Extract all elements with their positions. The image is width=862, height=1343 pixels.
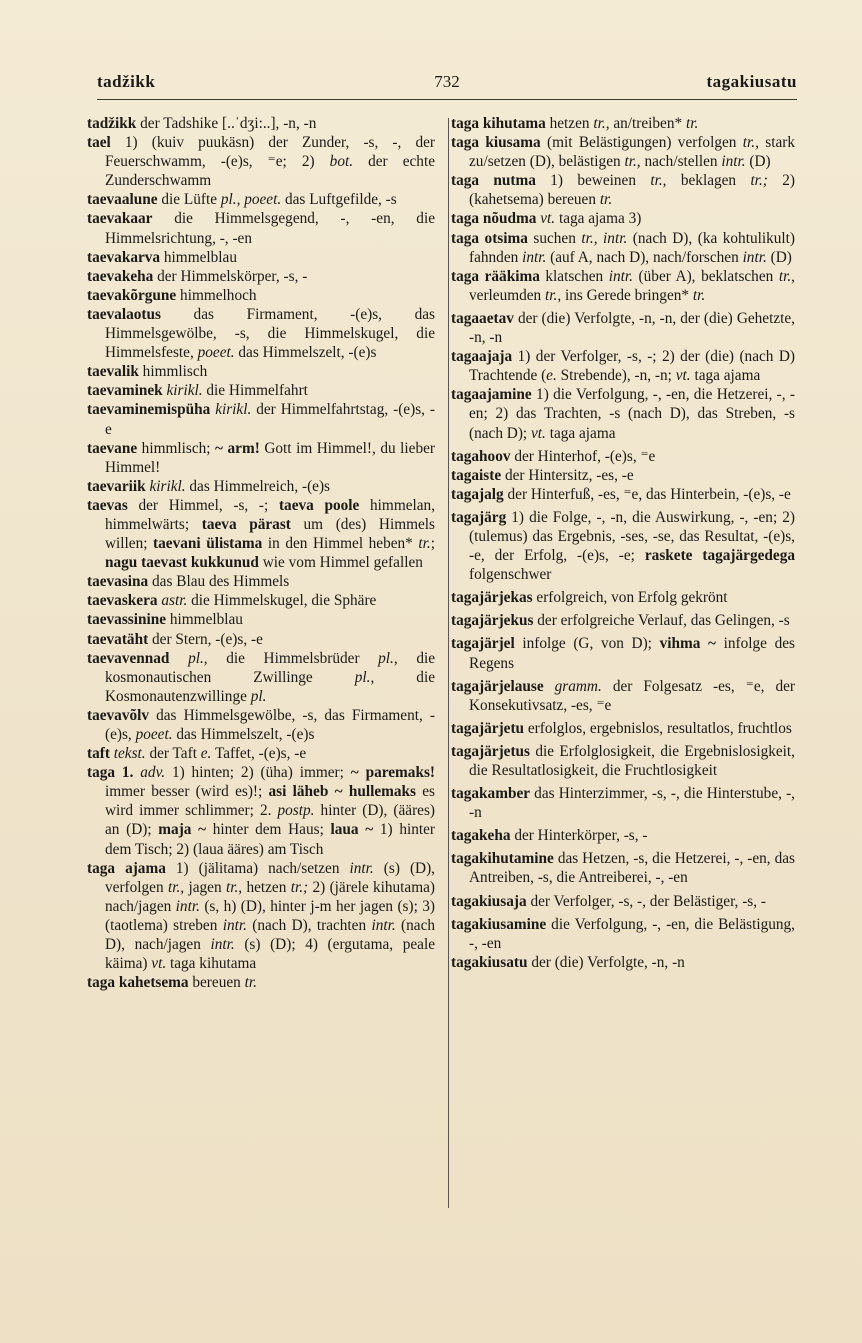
entry-text: (nach D), nach/jagen [105,916,436,954]
entry-headword: taevalaotus [87,305,161,323]
entry-headword: tagakihutamine [451,850,554,868]
entry-text: die Himmelsgegend, -, -en, die Himmelsrichtung, -, -en [105,210,435,247]
entry-label: e. [200,745,212,763]
entry-text: das Firmament, -(e)s, das Himmelsgewölbe, -s, die Himmelskugel, die Himmelsfeste, [105,305,435,362]
dictionary-entry [451,953,795,972]
entry-label: intr. [222,916,247,934]
entry-label: poeet. [197,344,235,362]
entry-headword: tagajärg [451,508,507,526]
entry-text: 1) die Verfolgung, -, -en, die Hetzerei, -, -en; 2) das Trachten, -s (nach D), das Streben, -s (nach D); [469,386,795,442]
entry-text: hetzen [242,878,291,896]
entry-headword: taga kahetsema [87,974,189,992]
entry-label: tr.; [290,878,309,896]
entry-phrase: taeva poole [278,496,360,514]
entry-headword: taevassinine [87,611,167,629]
entry-text [169,650,188,667]
entry-label: intr. [608,267,633,285]
entry-text: 1) beweinen [535,172,651,190]
entry-text: taga ajama 3) [555,210,642,228]
entry-headword: tagakiusamine [451,915,547,933]
dictionary-entry [451,784,795,822]
entry-text: taga kihutama [166,955,257,973]
entry-label: tr. [599,191,613,209]
entry-headword: tagajärjetu [451,719,525,737]
entry-text: himmlisch [138,363,208,381]
entry-text: (nach D), trachten [246,916,372,934]
entry-headword: tagajärjel [451,635,515,653]
entry-phrase: raskete tagajärgedega [644,547,795,565]
entry-headword: tagaajamine [451,386,532,404]
dictionary-entry [451,892,795,911]
entry-headword: taga otsima [451,229,528,247]
entry-text: der (die) Verfolgte, -n, -n, der (die) Gehetzte, -n, -n [469,309,795,347]
entry-headword: tagajalg [451,485,504,503]
dictionary-entry [87,305,435,362]
right-column [451,114,795,972]
dictionary-entry [87,439,435,477]
dictionary-entry [87,400,435,438]
entry-label: intr. [742,248,767,266]
entry-text: um (des) Himmels willen; [105,515,435,553]
entry-phrase: taevani ülistama [153,535,263,553]
entry-label: intr. [721,153,746,171]
entry-text: das Himmelreich, -(e)s [185,477,330,495]
entry-label: pl., [378,649,398,667]
entry-headword: taga nutma [451,172,536,190]
dictionary-entry [451,826,795,845]
entry-text: die Verfolgung, -, -en, die Belästigung, -, -en [469,915,795,952]
entry-text: die Himmelskugel, die Sphäre [187,592,377,610]
entry-label: bot. [329,153,354,171]
entry-headword: taga 1. [87,764,134,782]
page-header [97,72,797,98]
entry-headword: tagaiste [451,466,502,484]
dictionary-entry [451,677,795,715]
dictionary-entry [451,229,795,267]
dictionary-entry [87,744,435,763]
entry-text: himmelhoch [176,286,257,304]
entry-text: das Hetzen, -s, die Hetzerei, -, -en, das Antreiben, -s, die Antreiberei, -, -en [469,850,795,887]
entry-label: tr., [167,878,185,896]
entry-label: tr., [593,115,610,132]
entry-headword: taevakarva [87,248,161,266]
dictionary-entry [87,286,435,305]
entry-text: (auf A, nach D), nach/forschen [546,248,743,266]
entry-label: poeet. [135,726,173,743]
entry-text: die Kosmonautenzwillinge [105,668,435,705]
dictionary-entry [87,630,435,649]
entry-headword: taga ajama [87,859,166,877]
entry-text: 1) hinter dem Tisch; 2) (laua ääres) am Tisch [105,821,436,858]
entry-text: himmelan, himmelwärts; [105,496,436,533]
entry-label: tr., [225,878,243,896]
column-divider [448,118,449,1208]
dictionary-entry [87,763,435,858]
entry-text: an/treiben* [609,115,686,132]
entry-headword: taevasina [87,573,149,591]
entry-headword: taevaskera [87,592,158,610]
entry-label: postp. [277,802,315,820]
entry-text: das Hinterzimmer, -s, -, die Hinterstube, -, -n [469,785,795,822]
entry-text: die Lüfte [157,191,221,209]
entry-label: tr. [685,115,699,132]
entry-text: der Hintersitz, -es, -e [501,466,634,484]
entry-text: die Himmelfahrt [202,382,308,400]
entry-text: der (die) Verfolgte, -n, -n [527,953,685,971]
entry-label: intr. [522,248,547,266]
entry-text: das Himmelszelt, -(e)s [172,726,315,743]
entry-text: der Stern, -(e)s, -e [148,630,263,648]
entry-text: der Himmelfahrtstag, -(e)s, -e [105,401,436,438]
entry-text: verleumden [469,286,546,304]
entry-text: 1) hinten; 2) (üha) immer; [165,764,351,782]
entry-headword: taga rääkima [451,267,540,285]
entry-phrase: nagu taevast kukkunud [105,554,259,572]
entry-label: kirikl. [149,477,186,495]
entry-text: der Taft [145,745,201,763]
entry-label: tr., [778,267,795,285]
entry-headword: taga nõudma [451,210,537,228]
dictionary-entry [87,572,435,591]
entry-headword: taevakeha [87,267,154,285]
entry-label: intr. [210,936,235,954]
entry-label: e. [546,367,557,385]
entry-label: intr. [371,916,396,934]
entry-text: der Himmel, -s, -; [127,496,279,514]
dictionary-entry [451,267,795,305]
entry-headword: tagakeha [451,827,511,845]
page-number: 732 [434,72,460,91]
entry-text: 1) (jälitama) nach/setzen [165,859,350,877]
entry-label: pl., [354,668,375,686]
entry-label: vt. [531,424,546,442]
entry-headword: taevas [87,496,128,514]
entry-label: intr. [349,859,374,877]
dictionary-entry [87,973,435,992]
entry-headword: taevaalune [87,191,158,209]
entry-headword: tagajärjekus [451,612,534,630]
entry-text: suchen [527,229,582,247]
entry-text: der Hinterfuß, -es, ⁼e, das Hinterbein, -(e)s, -e [503,485,791,503]
entry-phrase: maja ~ [158,821,207,839]
entry-text: (D) [766,248,792,266]
dictionary-entry [451,588,795,607]
entry-label: tr., [742,134,759,152]
entry-text: der erfolgreiche Verlauf, das Gelingen, -s [533,612,790,630]
entry-headword: taft [87,745,110,763]
entry-text: der echte Zunderschwamm [105,153,435,190]
entry-text: Strebende), -n, -n; [556,367,676,385]
entry-label: vt. [151,955,167,973]
entry-text: 1) (kuiv puukäsn) der Zunder, -s, -, der Feuerschwamm, -(e)s, ⁼e; 2) [105,134,435,171]
dictionary-entry [87,190,435,209]
dictionary-entry [87,649,435,706]
entry-label: tr., [545,286,562,304]
entry-phrase: ~ arm! [215,439,260,457]
dictionary-entry [451,114,795,133]
entry-headword: taevariik [87,477,146,495]
dictionary-entry [451,508,795,584]
entry-label: tr., [624,153,641,171]
dictionary-entry [87,133,435,190]
entry-text: es wird immer schlimmer; 2. [105,783,435,820]
entry-label: pl., [188,649,208,667]
entry-text: infolge des Regens [469,635,795,672]
entry-headword: taevaminek [87,382,163,400]
entry-label: kirikl. [215,401,252,419]
dictionary-entry [451,309,795,347]
entry-text: (s, h) (D), hinter j-m her jagen (s); 3) (taotlema) streben [105,897,435,934]
dictionary-entry [451,133,795,171]
entry-headword: tagakiusaja [451,892,527,910]
header-rule [97,99,797,100]
entry-text: der Verfolger, -s, -, der Belästiger, -s, - [526,892,766,910]
entry-phrase: asi läheb ~ hullemaks [268,783,416,801]
entry-text: das Luftgefilde, -s [281,191,397,209]
entry-text: Gott im Himmel!, du lieber Himmel! [105,439,435,476]
dictionary-entry [451,209,795,228]
dictionary-entry [451,611,795,630]
dictionary-entry [451,466,795,485]
entry-headword: tagaaetav [451,309,514,327]
dictionary-entry [451,915,795,953]
entry-text: erfolgreich, von Erfolg gekrönt [532,589,728,607]
dictionary-entry [451,171,795,209]
entry-text: die Erfolglosigkeit, die Ergebnislosigkeit, die Resultatlosigkeit, die Fruchtlosigkeit [469,742,795,779]
entry-text: in den Himmel heben* [262,535,419,553]
entry-headword: tagahoov [451,447,511,465]
entry-text: das Himmelsgewölbe, -s, das Firmament, -(e)s, [105,706,435,743]
dictionary-entry [87,267,435,286]
entry-text: himmlisch; [137,439,216,457]
entry-text: nach/stellen [640,153,722,171]
dictionary-entry [451,347,795,385]
entry-headword: taevavõlv [87,706,150,724]
dictionary-entry [87,114,435,133]
entry-phrase: vihma ~ [659,635,716,653]
entry-headword: taevatäht [87,630,149,648]
entry-label: vt. [540,210,556,228]
dictionary-entry [451,742,795,780]
dictionary-entry [87,859,435,974]
entry-text: die kosmonautischen Zwillinge [105,649,436,686]
entry-text: himmelblau [166,611,243,629]
dictionary-entry [87,610,435,629]
entry-label: adv. [140,764,166,782]
entry-label: tr. [244,974,257,992]
entry-text: (s) (D), verfolgen [105,859,436,896]
header-right-guideword: tagakiusatu [706,72,797,91]
entry-text: hetzen [545,115,594,132]
header-left-guideword: tadžikk [97,72,156,91]
entry-text: beklagen [666,172,751,190]
entry-headword: tagakiusatu [451,953,528,971]
entry-text: klatschen [539,267,609,285]
entry-label: gramm. [554,677,602,695]
entry-text: immer besser (wird es)!; [105,783,269,801]
dictionary-entry [451,634,795,672]
entry-text: 1) der Verfolger, -s, -; 2) der (die) (nach D) Trachtende ( [469,348,795,385]
entry-headword: tagajärjelause [451,677,544,695]
entry-headword: taevakõrgune [87,286,177,304]
entry-headword: tagajärjetus [451,742,531,760]
left-column [87,114,435,992]
entry-text: infolge (G, von D); [514,635,660,653]
entry-text: Taffet, -(e)s, -e [211,745,307,763]
entry-text: (nach D), (ka kohtulikult) fahnden [469,229,795,266]
dictionary-entry [87,362,435,381]
entry-text: der Tadshike [..ˈdʒi:..], -n, -n [136,115,317,132]
entry-text: (über A), beklatschen [632,267,779,285]
entry-headword: tadžikk [87,115,137,132]
entry-label: vt. [675,367,691,385]
entry-headword: taevane [87,439,138,457]
entry-text: (mit Belästigungen) verfolgen [540,134,743,152]
dictionary-entry [87,381,435,400]
entry-text: (s) (D); 4) (ergutama, peale käima) [105,936,435,973]
dictionary-entry [451,385,795,442]
dictionary-entry [451,447,795,466]
dictionary-entry [87,477,435,496]
entry-text: der Hinterkörper, -s, - [510,827,648,845]
entry-headword: taevalik [87,363,139,381]
entry-text: das Blau des Himmels [148,573,290,591]
entry-text: ; [430,535,435,553]
entry-label: intr. [175,897,200,915]
entry-text: taga ajama [545,424,616,442]
entry-label: pl. [250,687,267,705]
entry-text: der Hinterhof, -(e)s, ⁼e [510,447,656,465]
entry-text: 2) (kahetsema) bereuen [469,172,795,209]
dictionary-entry [87,248,435,267]
dictionary-entry [451,849,795,887]
entry-label: tr.; [750,172,768,190]
entry-label: tr., [650,172,667,190]
entry-text: der Folgesatz -es, ⁼e, der Konsekutivsatz, -es, ⁼e [469,677,795,714]
entry-text: 1) die Folge, -, -n, die Auswirkung, -, -en; 2) (tulemus) das Ergebnis, -ses, -se, das Resultat, -(e)s, -e, der Erfolg, -(e)s, -e; [469,508,795,565]
entry-text: stark zu/setzen (D), belästigen [469,134,796,171]
entry-text [544,678,555,695]
entry-text: folgenschwer [469,566,552,584]
entry-text: wie vom Himmel gefallen [258,554,423,572]
entry-headword: tagaajaja [451,348,513,366]
entry-text: hinter dem Haus; [206,821,331,839]
entry-headword: tagakamber [451,785,531,803]
entry-text: bereuen [188,974,245,992]
entry-text: ins Gerede bringen* [561,286,693,304]
entry-text: jagen [184,878,226,896]
entry-phrase: ~ paremaks! [350,764,436,782]
entry-text: das Himmelszelt, -(e)s [234,344,377,362]
entry-headword: taga kihutama [451,115,546,132]
entry-label: astr. [161,592,188,610]
entry-phrase: laua ~ [330,821,374,839]
entry-headword: taevakaar [87,210,153,228]
entry-headword: taevavennad [87,649,170,667]
entry-label: tr. [418,535,431,553]
dictionary-entry [87,209,435,247]
entry-text: hinter (D), (ääres) an (D); [105,802,435,839]
entry-text: taga ajama [690,367,761,385]
dictionary-entry [87,496,435,572]
entry-text: die Himmelsbrüder [207,649,379,667]
entry-label: tekst. [113,745,146,763]
entry-headword: taevaminemispüha [87,401,211,419]
entry-headword: tael [87,134,111,152]
dictionary-entry [451,485,795,504]
entry-label: kirikl. [166,382,203,400]
entry-text: 2) (järele kihutama) nach/jagen [105,878,436,915]
dictionary-entry [451,719,795,738]
dictionary-entry [87,591,435,610]
entry-label: tr. [692,286,706,304]
entry-headword: taga kiusama [451,134,541,152]
dictionary-entry [87,706,435,744]
entry-text: erfolglos, ergebnislos, resultatlos, fruchtlos [524,719,792,737]
entry-label: pl., poeet. [220,191,282,209]
entry-label: tr., intr. [581,229,628,247]
entry-headword: tagajärjekas [451,589,533,607]
entry-phrase: taeva pärast [201,515,291,533]
entry-text: himmelblau [160,248,237,266]
entry-text: der Himmelskörper, -s, - [153,267,308,285]
entry-text: (D) [745,153,771,171]
